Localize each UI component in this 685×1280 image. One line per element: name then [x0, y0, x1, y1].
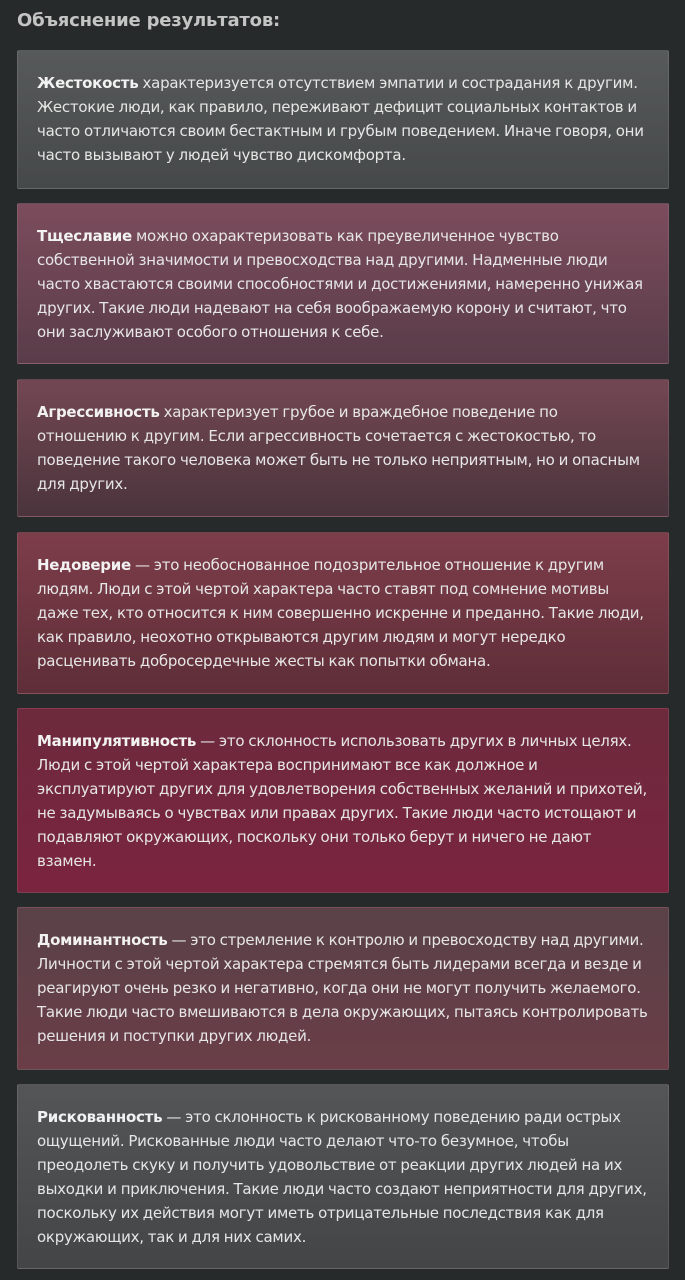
trait-card-aggressiveness — [17, 379, 669, 517]
trait-term: Жестокость — [37, 74, 139, 92]
trait-description: характеризуется отсутствием эмпатии и сострадания к другим. Жестокие люди, как правило, переживают дефицит социальных контактов и часто отличаются своим бестактным и грубым поведением. Иначе говоря, они часто вызывают у людей чувство дискомфорта. — [37, 74, 644, 164]
trait-description: — это склонность использовать других в личных целях. Люди с этой чертой характера воспринимают все как должное и эксплуатируют других для удовлетворения собственных желаний и прихотей, не задумываясь о чувствах или правах других. Такие люди часто истощают и подавляют окружающих, поскольку они только берут и ничего не дают взамен. — [37, 732, 648, 870]
trait-card-manipulativeness — [17, 708, 669, 893]
trait-card-vanity — [17, 203, 669, 364]
trait-description: — это необоснованное подозрительное отношение к другим людям. Люди с этой чертой характера часто ставят под сомнение мотивы даже тех, кто относится к ним совершенно искренне и преданно. Такие люди, как правило, неохотно открываются другим людям и могут нередко расценивать добросердечные жесты как попытки обмана. — [37, 556, 644, 670]
trait-card-riskiness — [17, 1084, 669, 1269]
trait-term: Манипулятивность — [37, 732, 197, 750]
trait-card-cruelty — [17, 50, 669, 189]
trait-term: Рискованность — [37, 1108, 163, 1126]
trait-card-distrust — [17, 532, 669, 694]
trait-term: Агрессивность — [37, 403, 160, 421]
trait-description: — это стремление к контролю и превосходству над другими. Личности с этой чертой характера стремятся быть лидерами всегда и везде и реагируют очень резко и негативно, когда они не могут получить желаемого. Такие люди часто вмешиваются в дела окружающих, пытаясь контролировать решения и поступки других людей. — [37, 931, 648, 1045]
trait-description: характеризует грубое и враждебное поведение по отношению к другим. Если агрессивность сочетается с жестокостью, то поведение такого человека может быть не только неприятным, но и опасным для других. — [37, 403, 640, 493]
trait-card-dominance — [17, 907, 669, 1070]
trait-term: Недоверие — [37, 556, 131, 574]
trait-term: Тщеславие — [37, 227, 132, 245]
trait-description: — это склонность к рискованному поведению ради острых ощущений. Рискованные люди часто делают что-то безумное, чтобы преодолеть скуку и получить удовольствие от реакции других людей на их выходки и приключения. Такие люди часто создают неприятности для других, поскольку их действия могут иметь отрицательные последствия как для окружающих, так и для них самих. — [37, 1108, 647, 1246]
results-heading: Объяснение результатов: — [17, 10, 281, 31]
trait-description: можно охарактеризовать как преувеличенное чувство собственной значимости и превосходства над другими. Надменные люди часто хвастаются своими способностями и достижениями, намеренно унижая других. Такие люди надевают на себя воображаемую корону и считают, что они заслуживают особого отношения к себе. — [37, 227, 643, 341]
trait-term: Доминантность — [37, 931, 168, 949]
